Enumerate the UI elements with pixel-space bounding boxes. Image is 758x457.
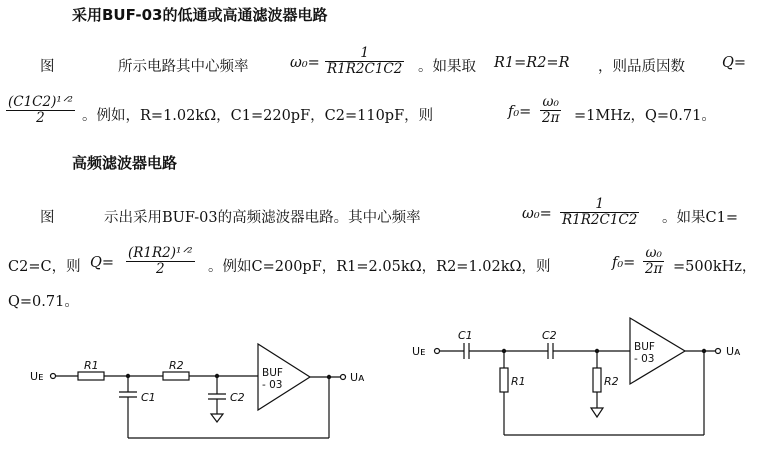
formula-fraction-frequency	[643, 246, 664, 277]
q-label: Q=	[90, 255, 115, 271]
buffer-label-model: - 03	[262, 379, 283, 391]
output-label: Uᴀ	[726, 345, 741, 358]
paragraph-text: C2=C，则	[8, 259, 81, 275]
omega-zero-label: ω₀=	[522, 206, 552, 222]
figure-ref: 图	[40, 210, 55, 226]
c2-label: C2	[230, 391, 245, 404]
buffer-label: BUF	[634, 341, 655, 353]
ground-symbol	[211, 414, 223, 422]
formula-fraction-quality-factor	[126, 246, 195, 277]
circuit-diagram-lowpass	[0, 318, 380, 457]
paragraph-text: 所示电路其中心频率	[118, 59, 249, 75]
r2-label: R2	[169, 359, 184, 372]
fraction-denominator: R1R2C1C2	[562, 212, 638, 228]
input-terminal	[51, 374, 56, 379]
fraction-numerator: (R1R2)¹ᐟ²	[128, 245, 193, 261]
input-label: Uᴇ	[30, 370, 44, 383]
buffer-label: BUF	[262, 367, 283, 379]
fraction-denominator: R1R2C1C2	[327, 61, 403, 77]
omega-zero-label: ω₀=	[290, 55, 320, 71]
input-label: Uᴇ	[412, 345, 426, 358]
fraction-numerator: 1	[595, 196, 604, 212]
formula-fraction-center-frequency	[325, 46, 404, 77]
figure-ref: 图	[40, 59, 55, 75]
f-zero-label: f₀=	[612, 255, 636, 271]
output-terminal	[341, 375, 346, 380]
q-label: Q=	[722, 55, 747, 71]
resistor-r2-symbol	[593, 368, 601, 392]
c2-label: C2	[542, 329, 557, 342]
formula-fraction-center-frequency	[560, 197, 639, 228]
paragraph-text: =500kHz，	[673, 259, 757, 275]
r1-label: R1	[511, 375, 526, 388]
paragraph-text: 。如果C1=	[662, 210, 738, 226]
resistor-r2-symbol	[163, 372, 189, 380]
output-terminal	[716, 349, 721, 354]
paragraph-text: =1MHz，Q=0.71。	[574, 108, 716, 124]
fraction-numerator: (C1C2)¹ᐟ²	[8, 94, 73, 110]
resistor-r1-symbol	[500, 368, 508, 392]
fraction-denominator: 2	[126, 261, 195, 277]
fraction-denominator: 2	[6, 110, 75, 126]
circuit-diagram-highfreq	[400, 310, 758, 457]
paragraph-text: Q=0.71。	[8, 294, 79, 310]
fraction-numerator: ω₀	[542, 94, 559, 110]
paragraph-text: ，则品质因数	[598, 59, 685, 75]
paragraph-text: 。如果取	[418, 59, 476, 75]
formula-fraction-frequency	[540, 95, 561, 126]
fraction-numerator: 1	[360, 45, 369, 61]
buffer-label-model: - 03	[634, 353, 655, 365]
ground-symbol	[591, 408, 603, 417]
fraction-numerator: ω₀	[645, 245, 662, 261]
input-terminal	[435, 349, 440, 354]
c1-label: C1	[141, 391, 156, 404]
resistor-r1-symbol	[78, 372, 104, 380]
f-zero-label: f₀=	[508, 104, 532, 120]
paragraph-text: 。例如C=200pF，R1=2.05kΩ，R2=1.02kΩ，则	[208, 259, 551, 275]
fraction-denominator: 2π	[542, 110, 560, 126]
equation-text: R1=R2=R	[494, 55, 570, 71]
paragraph-text: 。例如，R=1.02kΩ，C1=220pF，C2=110pF，则	[82, 108, 434, 124]
section-heading-high-frequency: 高频滤波器电路	[72, 154, 178, 172]
fraction-denominator: 2π	[645, 261, 663, 277]
output-label: Uᴀ	[350, 371, 365, 384]
r2-label: R2	[604, 375, 619, 388]
paragraph-text: 示出采用BUF-03的高频滤波器电路。其中心频率	[104, 210, 421, 226]
section-heading-lowpass-highpass: 采用BUF-03的低通或高通滤波器电路	[72, 6, 328, 24]
formula-fraction-quality-factor	[6, 95, 75, 126]
c1-label: C1	[458, 329, 473, 342]
r1-label: R1	[84, 359, 99, 372]
